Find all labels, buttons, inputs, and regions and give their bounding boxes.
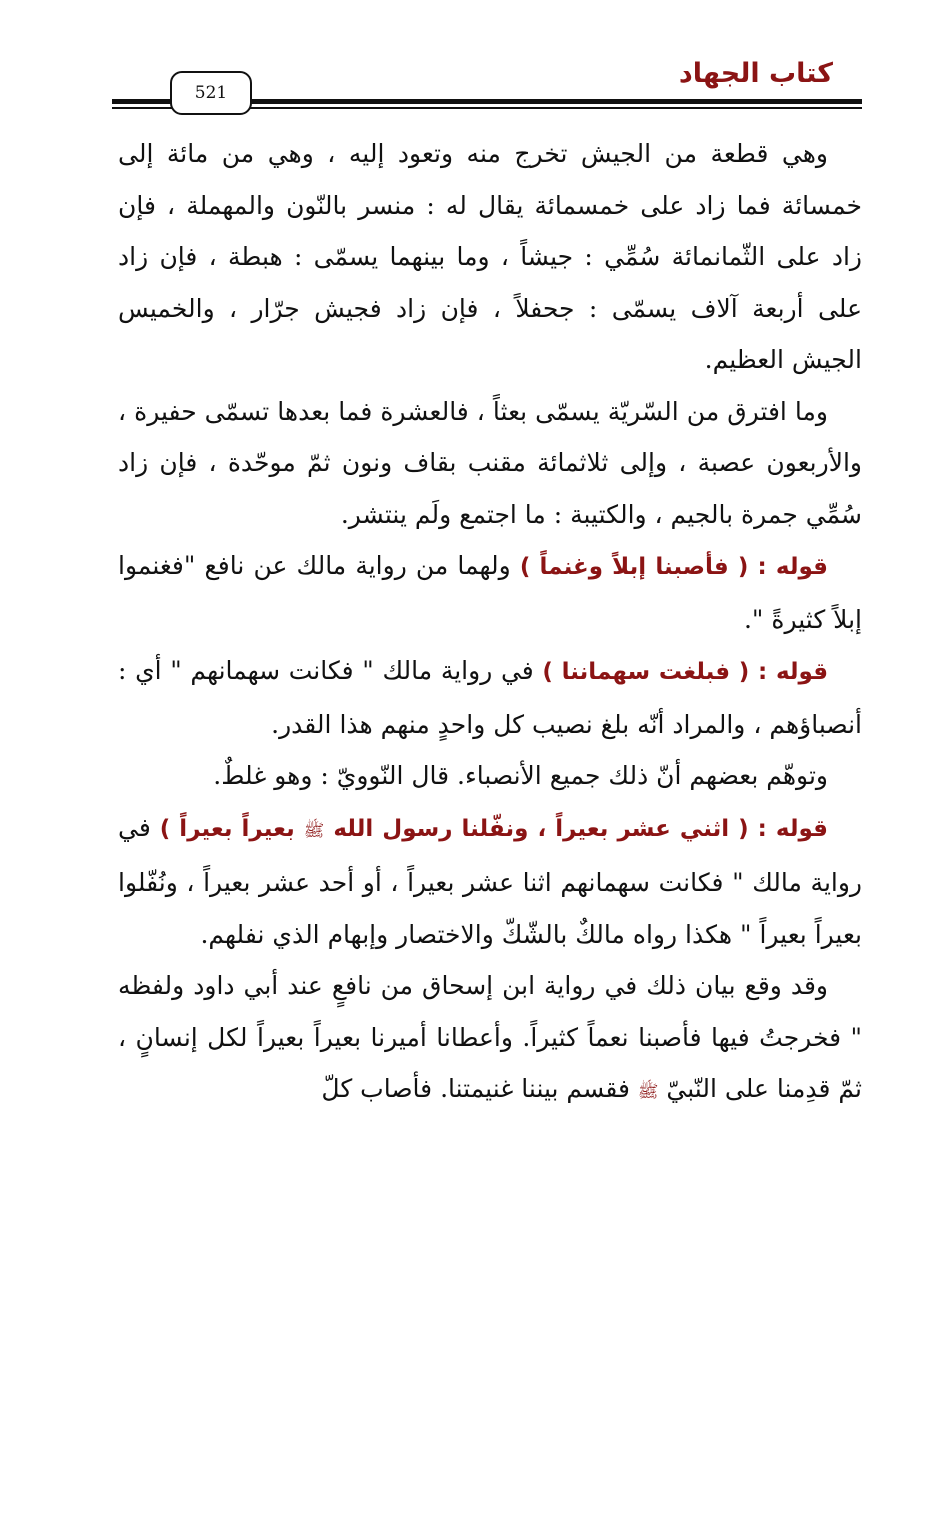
paragraph [118, 750, 862, 802]
quoted-heading: قوله : ( فبلغت سهماننا ) [542, 659, 829, 685]
quoted-heading: بعيراً بعيراً ) [159, 815, 304, 842]
book-title: كتاب الجهاد [678, 58, 833, 89]
paragraph [118, 386, 862, 541]
paragraph [118, 128, 862, 386]
salla-ligature: ﷺ [637, 1082, 659, 1102]
body-text: فقسم بيننا غنيمتنا. فأصاب كلّ [321, 1074, 638, 1103]
body-text: في رواية مالك " فكانت سهمانهم " أي : أنصباؤهم ، والمراد أنّه بلغ نصيب كل واحدٍ منهم هذا القدر. [118, 656, 862, 739]
page-number: 521 [194, 83, 228, 103]
paragraph [118, 645, 862, 750]
page-header [0, 0, 945, 130]
body-text: في رواية مالك " فكانت سهمانهم اثنا عشر بعيراً ، أو أحد عشر بعيراً ، ونُفّلوا بعيراً بعيراً " هكذا رواه مالكٌ بالشّكّ والاختصار وإبهام الذي نفلهم. [118, 812, 862, 949]
salla-ligature: ﷺ [303, 820, 325, 841]
body-text: ولهما من رواية مالك عن نافع "فغنموا إبلاً كثيرةً ". [118, 551, 862, 634]
paragraph [118, 540, 862, 645]
body-text: وقد وقع بيان ذلك في رواية ابن إسحاق من نافعٍ عند أبي داود ولفظه " فخرجتُ فيها فأصبنا نعماً كثيراً. وأعطانا أميرنا بعيراً بعيراً لكل إنسانٍ ، ثمّ قدِمنا على النّبيّ [118, 971, 862, 1103]
body-text: وتوهّم بعضهم أنّ ذلك جميع الأنصباء. قال النّوويّ : وهو غلطٌ. [213, 761, 828, 790]
quoted-heading: قوله : ( فأصبنا إبلاً وغنماً ) [519, 554, 828, 580]
page-body [118, 128, 862, 1119]
body-text: وما افترق من السّريّة يسمّى بعثاً ، فالعشرة فما بعدها تسمّى حفيرة ، والأربعون عصبة ، وإلى ثلاثمائة مقنب بقاف ونون ثمّ موحّدة ، فإن زاد سُمِّي جمرة بالجيم ، والكتيبة : ما اجتمع ولَم ينتشر. [118, 396, 862, 529]
quoted-heading: قوله : ( اثني عشر بعيراً ، ونفّلنا رسول الله [324, 815, 828, 842]
body-text: وهي قطعة من الجيش تخرج منه وتعود إليه ، وهي من مائة إلى خمسائة فما زاد على خمسمائة يقال له : منسر بالنّون والمهملة ، فإن زاد على الثّمانمائة سُمِّي : جيشاً ، وما بينهما يسمّى : هبطة ، فإن زاد على أربعة آلاف يسمّى : جحفلاً ، فإن زاد فجيش جرّار ، والخميس الجيش العظيم. [118, 139, 862, 374]
page-number-box [170, 71, 252, 115]
paragraph [118, 802, 862, 961]
paragraph [118, 960, 862, 1119]
